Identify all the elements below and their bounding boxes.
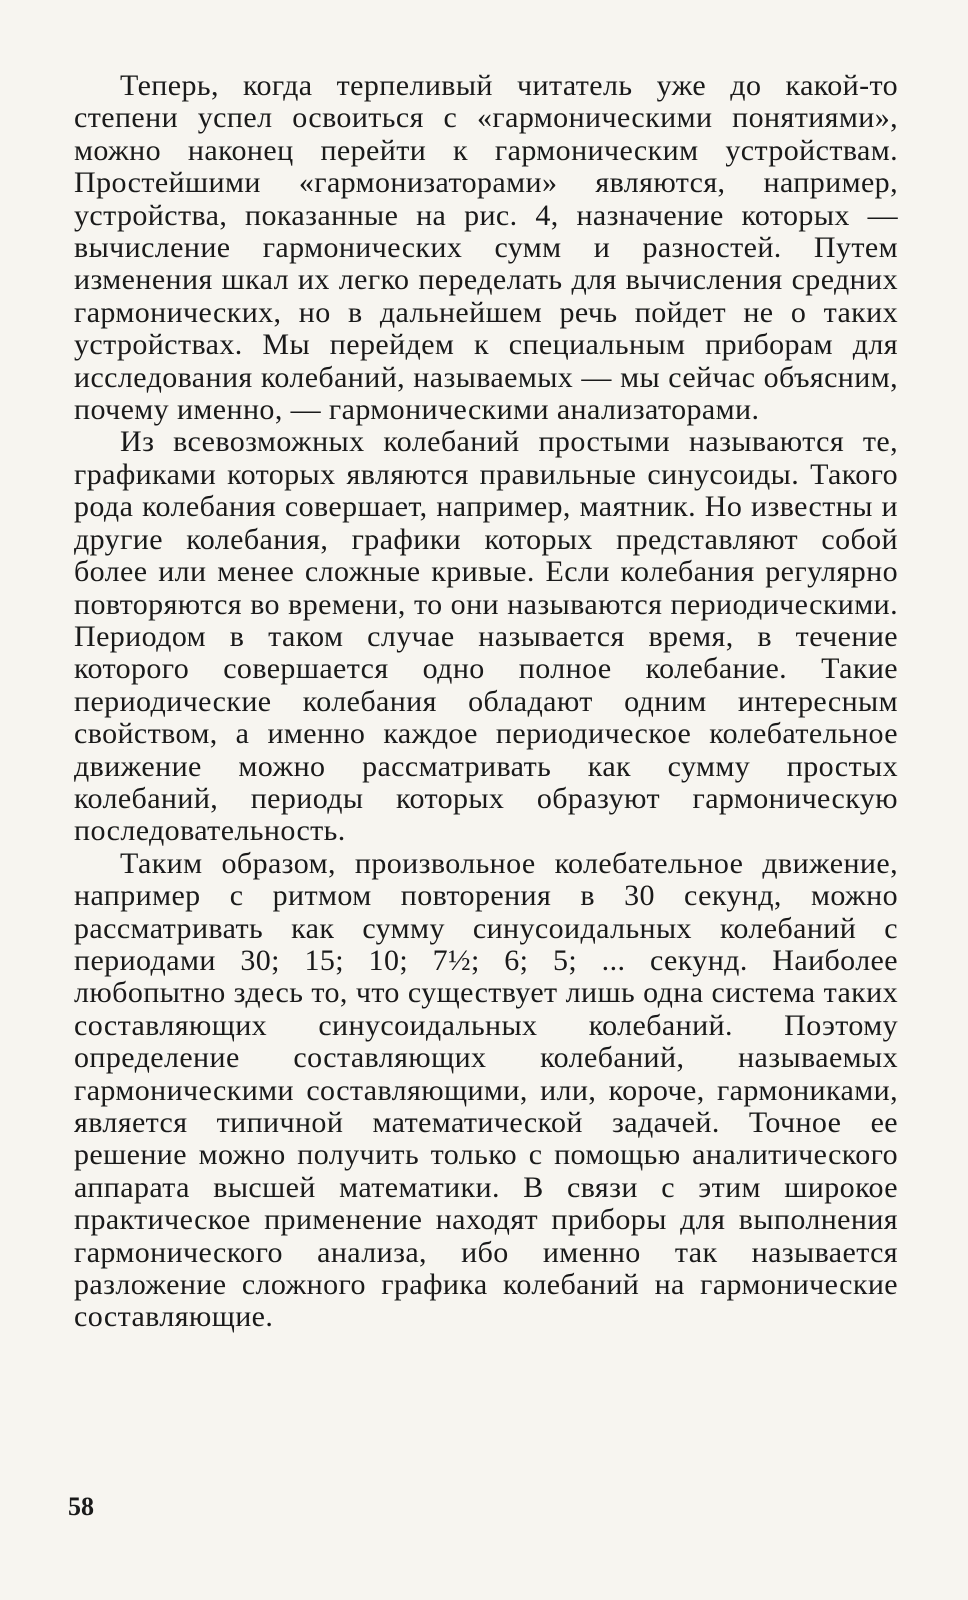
page-number: 58 (68, 1492, 94, 1521)
paragraph-1: Теперь, когда терпеливый читатель уже до какой-то степени успел освоиться с «гармоническими понятиями», можно наконец перейти к гармоническим устройствам. Простейшими «гармонизаторами» являются, например, устройства, показанные на рис. 4, назначение которых — вычисление гармонических сумм и разностей. Путем изменения шкал их легко переделать для вычисления средних гармонических, но в дальнейшем речь пойдет не о таких устройствах. Мы перейдем к специальным приборам для исследования колебаний, называемых — мы сейчас объясним, почему именно, — гармоническими анализаторами. (74, 69, 898, 427)
page-body (74, 70, 898, 1334)
paragraph-2: Из всевозможных колебаний простыми называются те, графиками которых являются правильные синусоиды. Такого рода колебания совершает, например, маятник. Но известны и другие колебания, графики которых представляют собой более или менее сложные кривые. Если колебания регулярно повторяются во времени, то они называются периодическими. Периодом в таком случае называется время, в течение которого совершается одно полное колебание. Такие периодические колебания обладают одним интересным свойством, а именно каждое периодическое колебательное движение можно рассматривать как сумму простых колебаний, периоды которых образуют гармоническую последовательность. (74, 425, 898, 848)
paragraph-3: Таким образом, произвольное колебательное движение, например с ритмом повторения в 30 секунд, можно рассматривать как сумму синусоидальных колебаний с периодами 30; 15; 10; 7½; 6; 5; ... секунд. Наиболее любопытно здесь то, что существует лишь одна система таких составляющих синусоидальных колебаний. Поэтому определение составляющих колебаний, называемых гармоническими составляющими, или, короче, гармониками, является типичной математической задачей. Точное ее решение можно получить только с помощью аналитического аппарата высшей математики. В связи с этим широкое практическое применение находят приборы для выполнения гармонического анализа, ибо именно так называется разложение сложного графика колебаний на гармонические составляющие. (74, 846, 898, 1334)
